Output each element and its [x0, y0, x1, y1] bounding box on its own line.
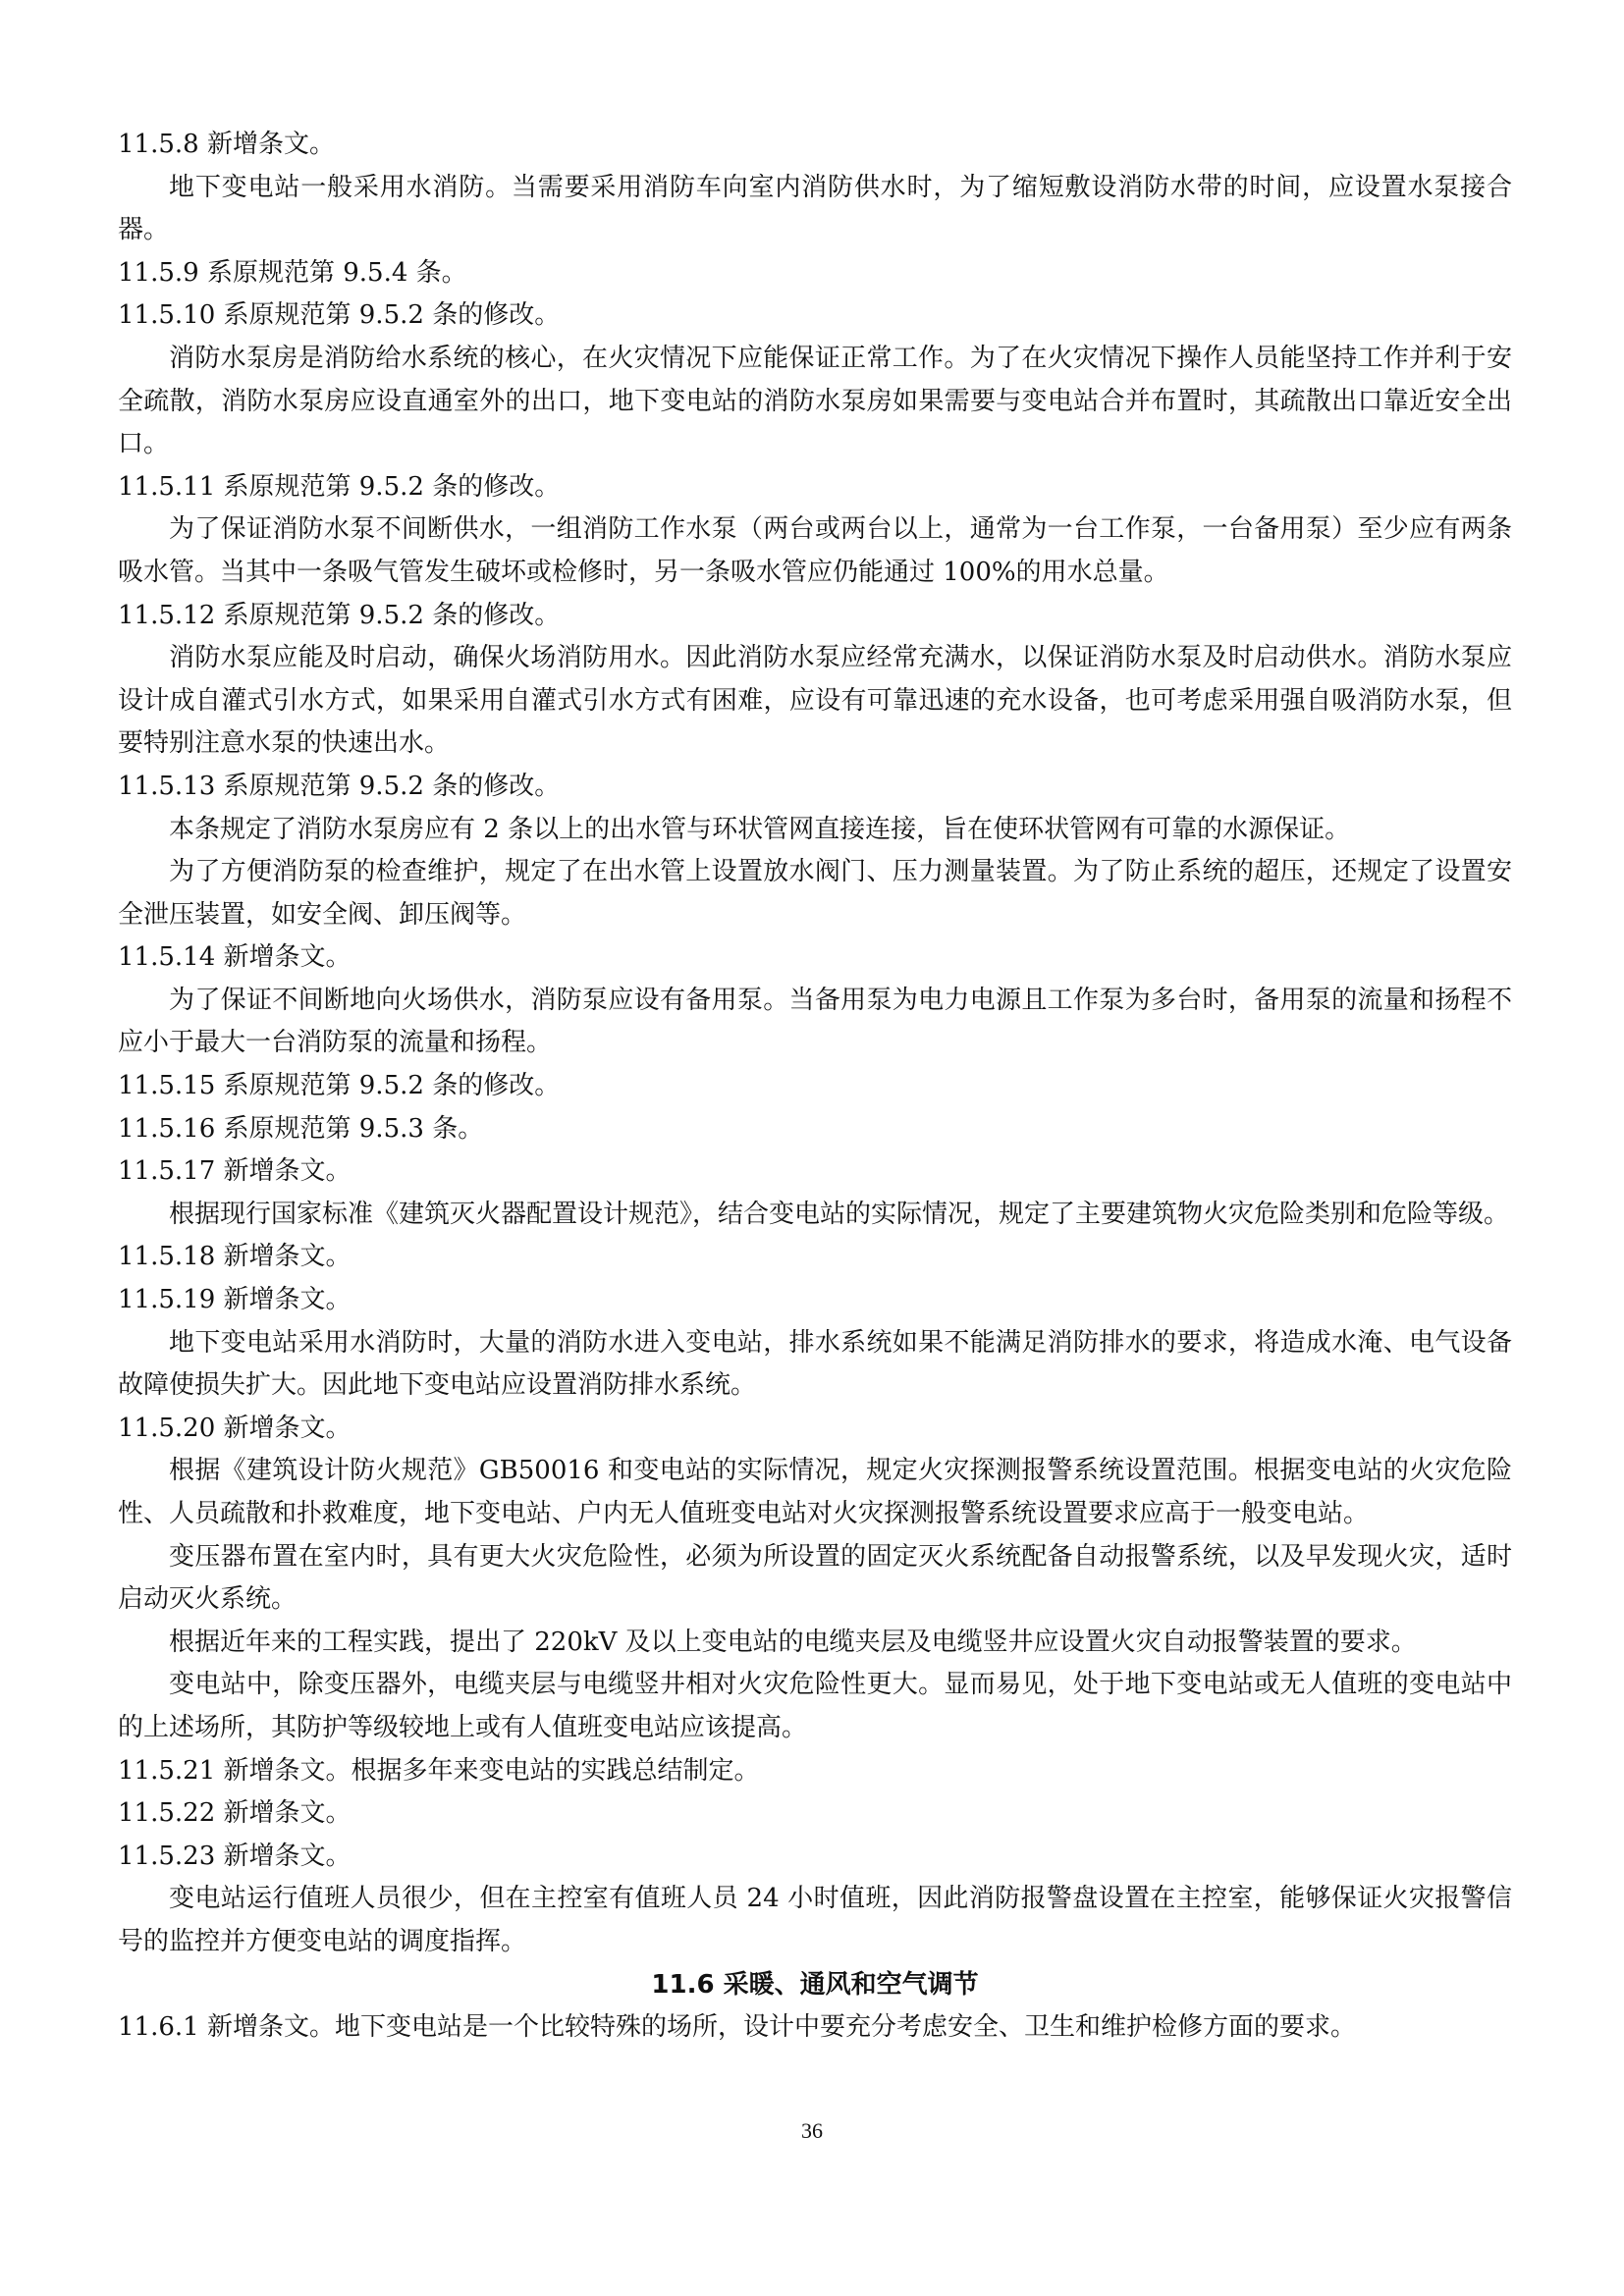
clause-line: 11.5.13 系原规范第 9.5.2 条的修改。	[118, 771, 561, 801]
clause-line: 11.5.17 新增条文。	[118, 1156, 352, 1187]
clause-line: 11.5.8 新增条文。	[118, 130, 335, 159]
clause-line: 11.5.21 新增条文。根据多年来变电站的实践总结制定。	[118, 1755, 760, 1786]
page-number: 36	[801, 2118, 823, 2143]
clause-line: 11.5.14 新增条文。	[118, 942, 352, 973]
clause-line: 11.5.16 系原规范第 9.5.3 条。	[118, 1113, 484, 1144]
paragraph: 根据近年来的工程实践，提出了 220kV 及以上变电站的电缆夹层及电缆竖井应设置火灾自动报警装置的要求。	[169, 1627, 1417, 1657]
clause-line: 11.5.10 系原规范第 9.5.2 条的修改。	[118, 300, 561, 331]
clause-line: 11.5.9 系原规范第 9.5.4 条。	[118, 257, 467, 288]
paragraph: 变电站中，除变压器外，电缆夹层与电缆竖井相对火灾危险性更大。显而易见，处于地下变电站或无人值班的变电站中的上述场所，其防护等级较地上或有人值班变电站应该提高。	[118, 1670, 1512, 1742]
paragraph: 为了保证消防水泵不间断供水，一组消防工作水泵（两台或两台以上，通常为一台工作泵，一台备用泵）至少应有两条吸水管。当其中一条吸气管发生破坏或检修时，另一条吸水管应仍能通过 100%的用水总量。	[118, 514, 1512, 587]
clause-line: 11.5.23 新增条文。	[118, 1841, 352, 1871]
paragraph: 为了方便消防泵的检查维护，规定了在出水管上设置放水阀门、压力测量装置。为了防止系统的超压，还规定了设置安全泄压装置，如安全阀、卸压阀等。	[118, 857, 1512, 930]
clause-line: 11.5.19 新增条文。	[118, 1285, 352, 1315]
paragraph: 消防水泵房是消防给水系统的核心，在火灾情况下应能保证正常工作。为了在火灾情况下操作人员能坚持工作并利于安全疏散，消防水泵房应设直通室外的出口，地下变电站的消防水泵房如果需要与变电站合并布置时，其疏散出口靠近安全出口。	[118, 343, 1512, 459]
page-content	[118, 124, 1512, 2050]
clause-line: 11.5.22 新增条文。	[118, 1798, 352, 1829]
paragraph: 地下变电站采用水消防时，大量的消防水进入变电站，排水系统如果不能满足消防排水的要求，将造成水淹、电气设备故障使损失扩大。因此地下变电站应设置消防排水系统。	[118, 1327, 1512, 1401]
paragraph: 为了保证不间断地向火场供水，消防泵应设有备用泵。当备用泵为电力电源且工作泵为多台时，备用泵的流量和扬程不应小于最大一台消防泵的流量和扬程。	[118, 985, 1512, 1058]
clause-line: 11.5.20 新增条文。	[118, 1413, 352, 1443]
paragraph: 变电站运行值班人员很少，但在主控室有值班人员 24 小时值班，因此消防报警盘设置在主控室，能够保证火灾报警信号的监控并方便变电站的调度指挥。	[118, 1884, 1512, 1956]
paragraph: 地下变电站一般采用水消防。当需要采用消防车向室内消防供水时，为了缩短敷设消防水带的时间，应设置水泵接合器。	[118, 172, 1512, 245]
paragraph: 消防水泵应能及时启动，确保火场消防用水。因此消防水泵应经常充满水，以保证消防水泵及时启动供水。消防水泵应设计成自灌式引水方式，如果采用自灌式引水方式有困难，应设有可靠迅速的充水设备，也可考虑采用强自吸消防水泵，但要特别注意水泵的快速出水。	[118, 643, 1512, 759]
clause-line: 11.6.1 新增条文。地下变电站是一个比较特殊的场所，设计中要充分考虑安全、卫生和维护检修方面的要求。	[118, 2012, 1356, 2043]
clause-line: 11.5.11 系原规范第 9.5.2 条的修改。	[118, 471, 561, 502]
section-heading: 11.6 采暖、通风和空气调节	[651, 1969, 979, 2000]
clause-line: 11.5.12 系原规范第 9.5.2 条的修改。	[118, 600, 561, 630]
paragraph: 根据现行国家标准《建筑灭火器配置设计规范》，结合变电站的实际情况，规定了主要建筑物火灾危险类别和危险等级。	[169, 1199, 1510, 1229]
paragraph: 本条规定了消防水泵房应有 2 条以上的出水管与环状管网直接连接，旨在使环状管网有可靠的水源保证。	[169, 814, 1351, 844]
clause-line: 11.5.15 系原规范第 9.5.2 条的修改。	[118, 1071, 561, 1101]
paragraph: 根据《建筑设计防火规范》GB50016 和变电站的实际情况，规定火灾探测报警系统设置范围。根据变电站的火灾危险性、人员疏散和扑救难度，地下变电站、户内无人值班变电站对火灾探测报警系统设置要求应高于一般变电站。	[118, 1456, 1512, 1528]
paragraph: 变压器布置在室内时，具有更大火灾危险性，必须为所设置的固定灭火系统配备自动报警系统，以及早发现火灾，适时启动灭火系统。	[118, 1541, 1512, 1615]
clause-line: 11.5.18 新增条文。	[118, 1242, 352, 1272]
